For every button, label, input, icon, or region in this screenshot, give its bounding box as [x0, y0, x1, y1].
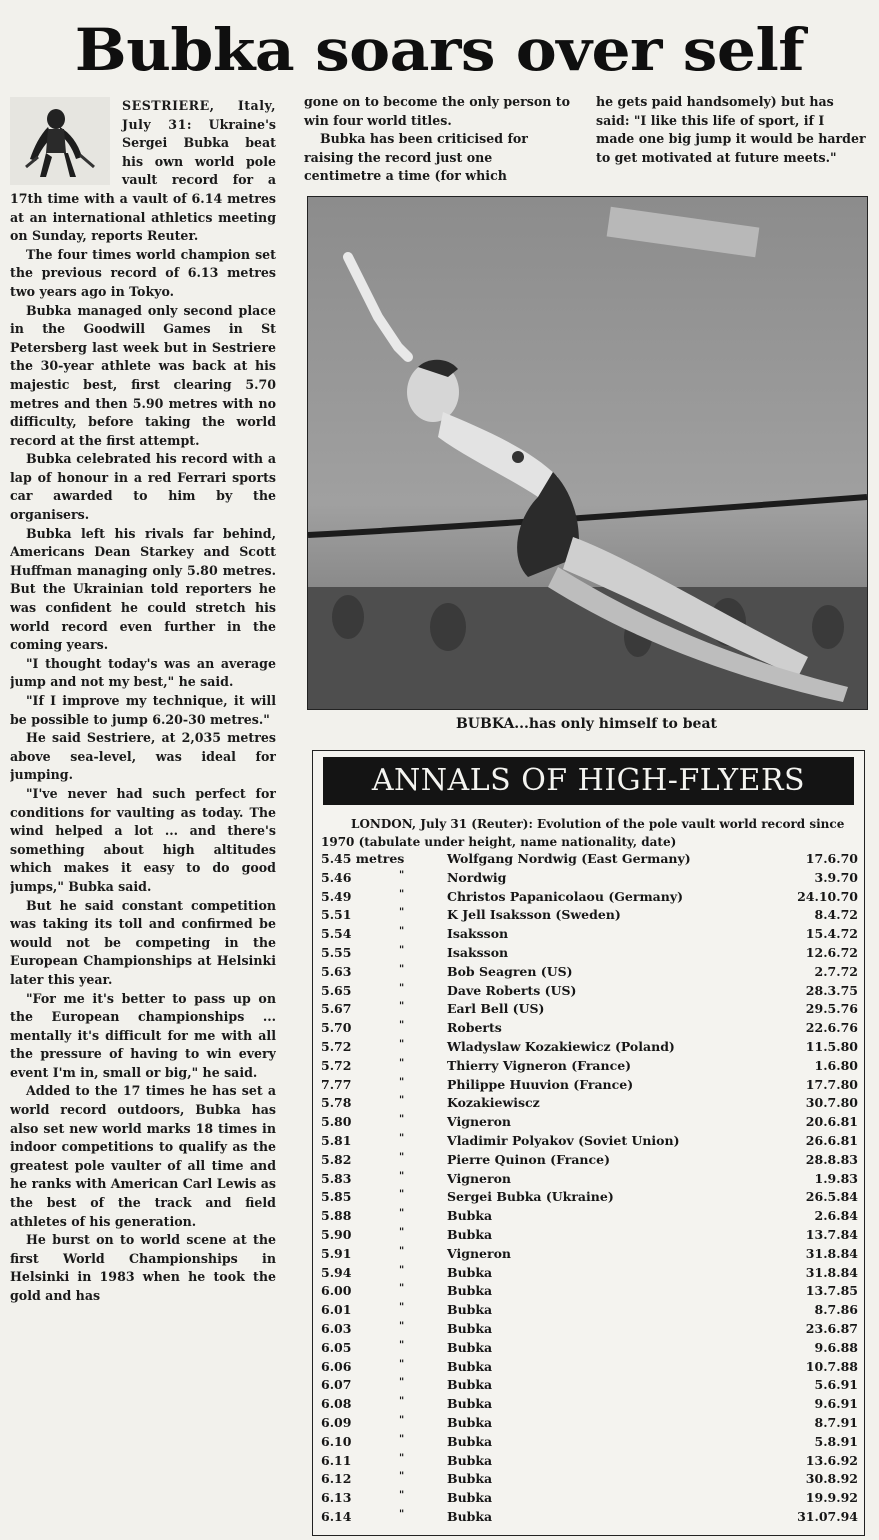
record-name: Earl Bell (US): [447, 1001, 545, 1017]
pole-vault-photo: [307, 196, 868, 710]
record-row: [319, 926, 858, 945]
record-name: Bubka: [447, 1508, 493, 1524]
record-name: Bubka: [447, 1339, 493, 1355]
record-date: 5.8.91: [814, 1433, 858, 1449]
paragraph: Bubka has been criticised for raising the record just one centimetre a time (for which: [304, 131, 528, 184]
record-name: K Jell Isaksson (Sweden): [447, 907, 621, 923]
ditto-mark: ": [399, 1490, 405, 1502]
article-column-1: [10, 97, 276, 1537]
record-row: [319, 1246, 858, 1265]
ditto-mark: ": [399, 1508, 405, 1520]
record-name: Vigneron: [447, 1170, 512, 1186]
record-height: 6.05: [321, 1339, 352, 1355]
record-name: Sergei Bubka (Ukraine): [447, 1189, 614, 1205]
record-name: Isaksson: [447, 944, 509, 960]
ditto-mark: ": [399, 1189, 405, 1201]
record-date: 2.7.72: [814, 963, 858, 979]
ditto-mark: ": [399, 1339, 405, 1351]
ditto-mark: ": [399, 963, 405, 975]
record-name: Christos Papanicolaou (Germany): [447, 888, 684, 904]
paragraph: "For me it's better to pass up on the European championships ... mentally it's difficult for me with all the pressure of having to win every event I'm in, small or big," he said.: [10, 990, 276, 1080]
record-name: Bubka: [447, 1396, 493, 1412]
record-row: [319, 1189, 858, 1208]
ditto-mark: ": [399, 1264, 405, 1276]
record-date: 23.6.87: [805, 1320, 858, 1336]
record-date: 26.6.81: [805, 1132, 858, 1148]
record-height: 5.85: [321, 1189, 352, 1205]
record-date: 9.6.88: [814, 1339, 858, 1355]
record-row: [319, 1415, 858, 1434]
record-name: Wolfgang Nordwig (East Germany): [447, 851, 691, 866]
record-row: [319, 1453, 858, 1472]
record-height: 5.83: [321, 1170, 352, 1186]
record-row: [319, 945, 858, 964]
ditto-mark: ": [399, 1076, 405, 1088]
record-row: [319, 1152, 858, 1171]
record-height: 5.78: [321, 1095, 352, 1111]
record-height: 6.12: [321, 1471, 352, 1487]
record-name: Vladimir Polyakov (Soviet Union): [447, 1132, 680, 1148]
ditto-mark: ": [399, 1095, 405, 1107]
record-date: 5.6.91: [814, 1377, 858, 1393]
paragraph: Bubka managed only second place in the Goodwill Games in St Petersberg last week but in Sestriere the 30-year athlete was back at his majestic best, first clearing 5.70 metres and then 5.90 metres with no difficulty, before taking the world record at the first attempt.: [10, 302, 276, 448]
record-row: [319, 889, 858, 908]
record-row: [319, 1077, 858, 1096]
ditto-mark: ": [399, 1377, 405, 1389]
record-name: Bob Seagren (US): [447, 963, 573, 979]
paragraph: Bubka celebrated his record with a lap of honour in a red Ferrari sports car awarded to him by the organisers.: [10, 451, 276, 523]
record-date: 9.6.91: [814, 1396, 858, 1412]
headline: Bubka soars over self: [74, 16, 805, 84]
record-date: 17.6.70: [805, 851, 858, 866]
record-name: Bubka: [447, 1302, 493, 1318]
record-date: 8.7.91: [814, 1414, 858, 1430]
record-name: Bubka: [447, 1226, 493, 1242]
record-height: 5.67: [321, 1001, 352, 1017]
record-name: Vigneron: [447, 1245, 512, 1261]
record-height: 6.01: [321, 1302, 352, 1318]
record-date: 30.7.80: [805, 1095, 858, 1111]
record-height: 5.51: [321, 907, 352, 923]
ditto-mark: ": [399, 1433, 405, 1445]
record-row: [319, 1302, 858, 1321]
record-name: Bubka: [447, 1208, 493, 1224]
athlete-thumbnail-image: [10, 97, 110, 185]
record-height: 6.10: [321, 1433, 352, 1449]
record-row: [319, 1208, 858, 1227]
record-row: [319, 1434, 858, 1453]
record-height: 5.94: [321, 1264, 352, 1280]
record-name: Bubka: [447, 1283, 493, 1299]
record-height: 5.91: [321, 1245, 352, 1261]
record-row: [319, 1490, 858, 1509]
record-date: 31.07.94: [797, 1508, 858, 1524]
record-date: 20.6.81: [805, 1114, 858, 1130]
record-date: 10.7.88: [805, 1358, 858, 1374]
record-date: 24.10.70: [797, 888, 858, 904]
record-name: Nordwig: [447, 869, 507, 885]
record-row: [319, 1171, 858, 1190]
photo-caption: BUBKA...has only himself to beat: [455, 716, 718, 732]
paragraph: gone on to become the only person to win four world titles.: [304, 94, 571, 128]
records-box: [312, 750, 865, 1536]
record-name: Thierry Vigneron (France): [447, 1057, 632, 1073]
record-date: 28.3.75: [805, 982, 858, 998]
ditto-mark: ": [399, 1020, 405, 1032]
record-date: 11.5.80: [805, 1038, 858, 1054]
paragraph: "I thought today's was an average jump and not my best," he said.: [10, 655, 276, 690]
ditto-mark: ": [399, 907, 405, 919]
paragraph: He said Sestriere, at 2,035 metres above sea-level, was ideal for jumping.: [10, 730, 276, 783]
paragraph: "I've never had such perfect for conditions for vaulting as today. The wind helped a lot ... and there's something about high altitudes which makes it easy to do good jumps," Bubka said.: [10, 785, 276, 894]
record-date: 26.5.84: [805, 1189, 858, 1205]
record-height: 5.54: [321, 926, 352, 942]
record-date: 15.4.72: [805, 926, 858, 942]
record-height: 5.81: [321, 1132, 352, 1148]
record-height: 5.80: [321, 1114, 352, 1130]
ditto-mark: ": [399, 1208, 405, 1220]
record-date: 30.8.92: [805, 1471, 858, 1487]
record-height: 6.13: [321, 1490, 352, 1506]
ditto-mark: ": [399, 869, 405, 881]
ditto-mark: ": [399, 1226, 405, 1238]
record-name: Bubka: [447, 1414, 493, 1430]
record-name: Bubka: [447, 1358, 493, 1374]
record-height: 6.07: [321, 1377, 352, 1393]
ditto-mark: ": [399, 888, 405, 900]
record-row: [319, 1095, 858, 1114]
record-row: [319, 1039, 858, 1058]
ditto-mark: ": [399, 1302, 405, 1314]
record-name: Bubka: [447, 1264, 493, 1280]
record-row: [319, 1058, 858, 1077]
record-name: Bubka: [447, 1452, 493, 1468]
record-date: 22.6.76: [805, 1020, 858, 1036]
record-height: 5.55: [321, 944, 352, 960]
ditto-mark: ": [399, 1245, 405, 1257]
record-row: [319, 1509, 858, 1528]
record-row: [319, 1396, 858, 1415]
record-height: 5.82: [321, 1151, 352, 1167]
ditto-mark: ": [399, 1283, 405, 1295]
dateline: SESTRIERE, Italy, July 31:: [122, 98, 276, 132]
record-height: 6.06: [321, 1358, 352, 1374]
record-name: Bubka: [447, 1433, 493, 1449]
ditto-mark: ": [399, 1038, 405, 1050]
record-date: 31.8.84: [805, 1264, 858, 1280]
article-column-2: [304, 93, 572, 186]
records-intro: LONDON, July 31 (Reuter): Evolution of the pole vault world record since 1970 (tabulate under height, name nationality, date): [321, 817, 845, 849]
record-row: [319, 1377, 858, 1396]
ditto-mark: ": [399, 1057, 405, 1069]
record-date: 2.6.84: [814, 1208, 858, 1224]
lead-text: Ukraine's Sergei Bubka beat his own world pole vault record for a 17th time with a vault of 6.14 metres at an international athletics meeting on Sunday, reports Reuter.: [10, 116, 276, 244]
record-height: 5.65: [321, 982, 352, 998]
paragraph: Added to the 17 times he has set a world record outdoors, Bubka has also set new world marks 18 times in indoor competitions to qualify as the greatest pole vaulter of all time and he ranks with American Carl Lewis as the best of the track and field athletes of his generation.: [10, 1083, 276, 1229]
ditto-mark: ": [399, 1471, 405, 1483]
record-row: [319, 964, 858, 983]
record-row: [319, 1265, 858, 1284]
record-row: [319, 1114, 858, 1133]
record-date: 29.5.76: [805, 1001, 858, 1017]
record-date: 13.7.85: [805, 1283, 858, 1299]
paragraph: "If I improve my technique, it will be possible to jump 6.20-30 metres.": [10, 693, 276, 727]
record-date: 1.9.83: [814, 1170, 858, 1186]
ditto-mark: ": [399, 1452, 405, 1464]
ditto-mark: ": [399, 1114, 405, 1126]
record-row: [319, 1133, 858, 1152]
record-height: 5.46: [321, 869, 352, 885]
record-name: Bubka: [447, 1490, 493, 1506]
record-row: [319, 1321, 858, 1340]
record-row: [319, 1471, 858, 1490]
record-name: Vigneron: [447, 1114, 512, 1130]
record-name: Bubka: [447, 1377, 493, 1393]
ditto-mark: ": [399, 1170, 405, 1182]
record-name: Philippe Huuvion (France): [447, 1076, 634, 1092]
record-date: 1.6.80: [814, 1057, 858, 1073]
record-name: Wladyslaw Kozakiewicz (Poland): [447, 1038, 675, 1054]
record-row: [319, 870, 858, 889]
record-row: [319, 1020, 858, 1039]
record-name: Bubka: [447, 1320, 493, 1336]
record-height: 6.09: [321, 1414, 352, 1430]
record-height: 5.72: [321, 1057, 352, 1073]
article-column-3: [596, 93, 866, 167]
record-height: 5.88: [321, 1208, 352, 1224]
record-height: 6.08: [321, 1396, 352, 1412]
record-name: Dave Roberts (US): [447, 982, 577, 998]
record-row: [319, 1283, 858, 1302]
ditto-mark: ": [399, 1320, 405, 1332]
records-list: [319, 851, 858, 1528]
ditto-mark: ": [399, 1001, 405, 1013]
ditto-mark: ": [399, 1414, 405, 1426]
record-name: Bubka: [447, 1471, 493, 1487]
record-date: 8.7.86: [814, 1302, 858, 1318]
paragraph: Bubka left his rivals far behind, Americans Dean Starkey and Scott Huffman managing only 5.80 metres. But the Ukrainian told reporters he was confident he could stretch his world record even further in the coming years.: [10, 525, 276, 653]
paragraph: he gets paid handsomely) but has said: "I like this life of sport, if I made one big jump it would be harder to get motivated at future meets.": [596, 94, 866, 165]
record-height: 6.14: [321, 1508, 352, 1524]
record-date: 31.8.84: [805, 1245, 858, 1261]
record-date: 28.8.83: [805, 1151, 858, 1167]
record-height: 5.45 metres: [321, 851, 405, 866]
record-height: 5.90: [321, 1226, 352, 1242]
record-row: [319, 907, 858, 926]
record-height: 5.49: [321, 888, 352, 904]
paragraph: He burst on to world scene at the first World Championships in Helsinki in 1983 when he took the gold and has: [10, 1232, 276, 1303]
record-name: Isaksson: [447, 926, 509, 942]
ditto-mark: ": [399, 982, 405, 994]
record-height: 6.03: [321, 1320, 352, 1336]
record-row: [319, 1001, 858, 1020]
paragraph: But he said constant competition was taking its toll and confirmed be would not be competing in the European Championships at Helsinki later this year.: [10, 897, 276, 987]
record-date: 13.7.84: [805, 1226, 858, 1242]
record-date: 19.9.92: [805, 1490, 858, 1506]
record-height: 6.11: [321, 1452, 352, 1468]
paragraph: The four times world champion set the previous record of 6.13 metres two years ago in Tokyo.: [10, 246, 276, 299]
ditto-mark: ": [399, 1132, 405, 1144]
ditto-mark: ": [399, 1151, 405, 1163]
record-height: 6.00: [321, 1283, 352, 1299]
record-date: 17.7.80: [805, 1076, 858, 1092]
record-height: 5.63: [321, 963, 352, 979]
record-name: Roberts: [447, 1020, 502, 1036]
record-date: 12.6.72: [805, 944, 858, 960]
record-name: Kozakiewiscz: [447, 1095, 540, 1111]
record-name: Pierre Quinon (France): [447, 1151, 610, 1167]
record-date: 8.4.72: [814, 907, 858, 923]
record-row: [319, 1340, 858, 1359]
record-height: 5.72: [321, 1038, 352, 1054]
record-row: [319, 1227, 858, 1246]
record-row: [319, 1359, 858, 1378]
record-row: [319, 983, 858, 1002]
ditto-mark: ": [399, 1396, 405, 1408]
record-height: 7.77: [321, 1076, 352, 1092]
ditto-mark: ": [399, 1358, 405, 1370]
ditto-mark: ": [399, 926, 405, 938]
record-date: 13.6.92: [805, 1452, 858, 1468]
record-height: 5.70: [321, 1020, 352, 1036]
records-box-title: ANNALS OF HIGH-FLYERS: [323, 757, 854, 805]
record-row: [319, 851, 858, 870]
ditto-mark: ": [399, 944, 405, 956]
record-date: 3.9.70: [814, 869, 858, 885]
